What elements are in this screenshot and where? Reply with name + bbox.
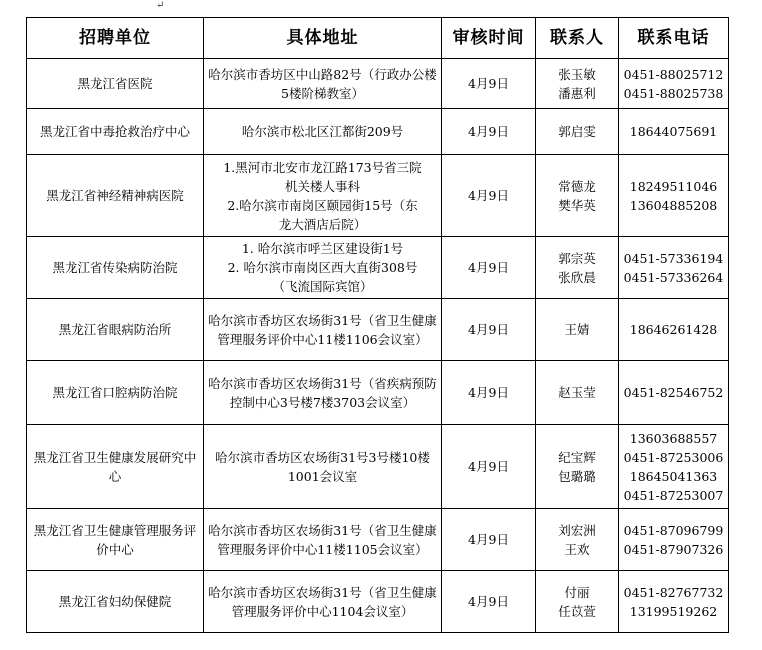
phone-number: 0451-57336264 — [623, 269, 724, 285]
phone-number: 13604885208 — [629, 197, 718, 213]
contact-name: 樊华英 — [558, 197, 596, 213]
contact-name: 郭启雯 — [558, 124, 596, 139]
phone-cell — [619, 299, 729, 361]
address-cell — [204, 155, 442, 237]
address-cell: 哈尔滨市松北区江都街209号 — [204, 109, 442, 155]
unit-cell: 黑龙江省医院 — [27, 59, 204, 109]
table-row — [27, 299, 729, 361]
phone-number: 0451-88025738 — [623, 85, 724, 101]
phone-cell — [619, 59, 729, 109]
table-row — [27, 109, 729, 155]
contact-cell — [536, 237, 619, 299]
table-row — [27, 155, 729, 237]
unit-cell: 黑龙江省卫生健康管理服务评价中心 — [27, 509, 204, 571]
contact-name: 刘宏洲 — [558, 522, 596, 538]
contact-cell — [536, 155, 619, 237]
address-line: （飞流国际宾馆） — [272, 279, 373, 294]
recruitment-table — [26, 17, 729, 633]
address-cell: 哈尔滨市香坊区农场街31号（省疾病预防控制中心3号楼7楼3703会议室） — [204, 361, 442, 425]
review-time-cell: 4月9日 — [442, 237, 536, 299]
contact-name: 付丽 — [564, 584, 590, 600]
contact-name: 王欢 — [564, 541, 590, 557]
review-time-cell: 4月9日 — [442, 571, 536, 633]
review-time-cell: 4月9日 — [442, 361, 536, 425]
contact-name: 王婧 — [564, 322, 590, 337]
contact-name: 张玉敏 — [558, 66, 596, 82]
phone-number: 0451-87253006 — [623, 449, 724, 465]
header-review-time: 审核时间 — [442, 18, 536, 59]
review-time-cell: 4月9日 — [442, 425, 536, 509]
phone-cell — [619, 109, 729, 155]
contact-name: 郭宗英 — [558, 250, 596, 266]
unit-cell: 黑龙江省眼病防治所 — [27, 299, 204, 361]
contact-cell — [536, 571, 619, 633]
phone-number: 0451-82546752 — [623, 385, 724, 400]
unit-cell: 黑龙江省卫生健康发展研究中心 — [27, 425, 204, 509]
paragraph-mark: ↵ — [156, 0, 165, 11]
phone-cell — [619, 509, 729, 571]
table-body — [27, 59, 729, 633]
header-address: 具体地址 — [204, 18, 442, 59]
contact-name: 张欣晨 — [558, 269, 596, 285]
contact-cell — [536, 299, 619, 361]
phone-cell — [619, 425, 729, 509]
header-unit: 招聘单位 — [27, 18, 204, 59]
contact-name: 包璐璐 — [558, 468, 596, 484]
contact-name: 常德龙 — [558, 178, 596, 194]
unit-cell: 黑龙江省神经精神病医院 — [27, 155, 204, 237]
address-cell: 哈尔滨市香坊区中山路82号（行政办公楼5楼阶梯教室） — [204, 59, 442, 109]
address-cell: 哈尔滨市香坊区农场街31号（省卫生健康管理服务评价中心11楼1106会议室） — [204, 299, 442, 361]
phone-number: 18645041363 — [629, 468, 718, 484]
phone-number: 13199519262 — [629, 603, 718, 619]
contact-name: 潘惠利 — [558, 85, 596, 101]
phone-number: 0451-57336194 — [623, 250, 724, 266]
address-cell: 哈尔滨市香坊区农场街31号3号楼10楼1001会议室 — [204, 425, 442, 509]
contact-cell — [536, 509, 619, 571]
phone-number: 13603688557 — [629, 430, 718, 446]
review-time-cell: 4月9日 — [442, 109, 536, 155]
phone-cell — [619, 237, 729, 299]
address-line: 1.黑河市北安市龙江路173号省三院 — [223, 159, 422, 175]
contact-cell — [536, 59, 619, 109]
address-cell: 哈尔滨市香坊区农场街31号（省卫生健康管理服务评价中心11楼1105会议室） — [204, 509, 442, 571]
table-row — [27, 425, 729, 509]
phone-number: 18644075691 — [629, 124, 718, 139]
table-row — [27, 361, 729, 425]
address-line: 2. 哈尔滨市南岗区西大直街308号 — [227, 260, 418, 275]
contact-cell — [536, 109, 619, 155]
address-line: 龙大酒店后院） — [278, 216, 367, 232]
contact-name: 任苡萱 — [558, 603, 596, 619]
contact-cell — [536, 361, 619, 425]
address-cell — [204, 237, 442, 299]
address-cell: 哈尔滨市香坊区农场街31号（省卫生健康管理服务评价中心1104会议室） — [204, 571, 442, 633]
unit-cell: 黑龙江省妇幼保健院 — [27, 571, 204, 633]
phone-cell — [619, 571, 729, 633]
address-line: 机关楼人事科 — [284, 178, 360, 194]
phone-number: 0451-82767732 — [623, 584, 724, 600]
phone-cell — [619, 361, 729, 425]
unit-cell: 黑龙江省中毒抢救治疗中心 — [27, 109, 204, 155]
phone-number: 18646261428 — [629, 322, 718, 337]
table-row — [27, 571, 729, 633]
review-time-cell: 4月9日 — [442, 299, 536, 361]
review-time-cell: 4月9日 — [442, 59, 536, 109]
table-row — [27, 237, 729, 299]
phone-number: 18249511046 — [629, 178, 718, 194]
header-phone: 联系电话 — [619, 18, 729, 59]
unit-cell: 黑龙江省传染病防治院 — [27, 237, 204, 299]
address-line: 1. 哈尔滨市呼兰区建设街1号 — [241, 241, 404, 256]
header-contact: 联系人 — [536, 18, 619, 59]
address-line: 2.哈尔滨市南岗区颐园街15号（东 — [227, 197, 418, 213]
review-time-cell: 4月9日 — [442, 155, 536, 237]
table-row — [27, 59, 729, 109]
review-time-cell: 4月9日 — [442, 509, 536, 571]
table-row — [27, 509, 729, 571]
phone-number: 0451-87907326 — [623, 541, 724, 557]
phone-cell — [619, 155, 729, 237]
contact-cell — [536, 425, 619, 509]
contact-name: 赵玉莹 — [558, 385, 596, 400]
phone-number: 0451-87253007 — [623, 487, 724, 503]
unit-cell: 黑龙江省口腔病防治院 — [27, 361, 204, 425]
phone-number: 0451-88025712 — [623, 66, 724, 82]
header-row — [27, 18, 729, 59]
phone-number: 0451-87096799 — [623, 522, 724, 538]
contact-name: 纪宝辉 — [558, 449, 596, 465]
